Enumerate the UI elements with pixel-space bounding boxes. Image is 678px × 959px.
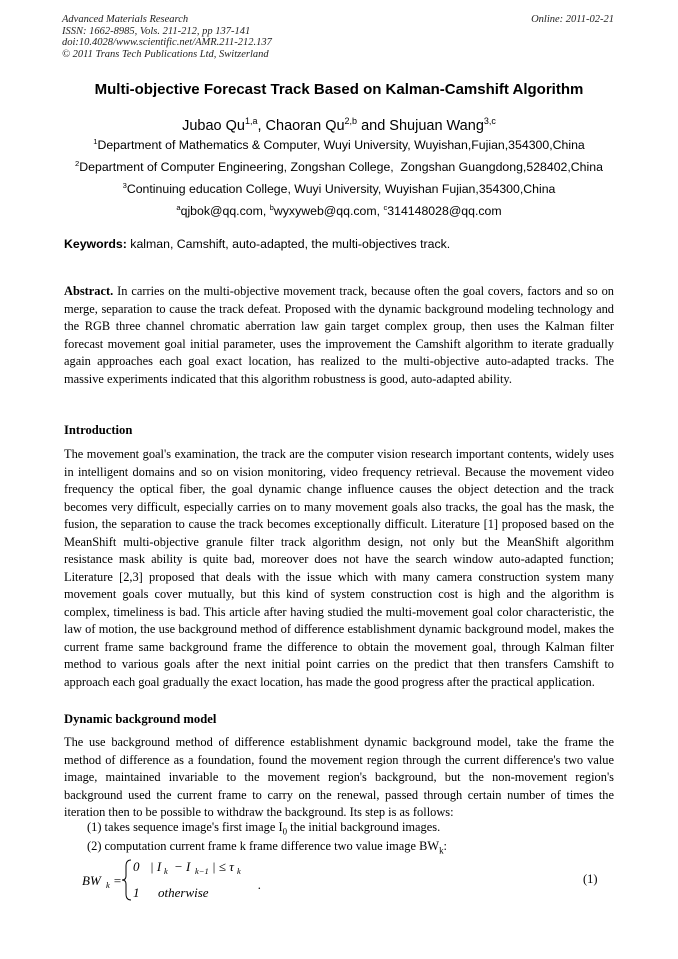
- dynamic-background-paragraph: The use background method of difference establishment dynamic background model, take the frame the method of difference as a foundation, found the movement region through the current difference's two value image, maintained invariable to the movement region's background, but the non-movement region's background used the current frame to carry on the renewal, passed through certain number of times the iteration then to be possible to withdraw the background. Its step is as follows:: [64, 735, 614, 819]
- step-1-rest: the initial background images.: [287, 820, 441, 834]
- eq-brace: [122, 860, 131, 900]
- step-1: [87, 819, 440, 836]
- doi-line: doi:10.4028/www.scientific.net/AMR.211-212.137: [62, 37, 272, 48]
- affiliation-text: Continuing education College, Wuyi University, Wuyishan Fujian,354300,China: [126, 182, 556, 196]
- author-separator: ,: [257, 118, 266, 134]
- step-2-sub: k: [439, 845, 444, 856]
- eq-case1-cond: | I: [150, 859, 162, 874]
- affiliation-sup: 2: [75, 158, 80, 168]
- eq-case1-rel: | ≤ τ: [212, 859, 234, 874]
- author-sup: 2,b: [344, 116, 358, 127]
- email-sup: b: [269, 202, 274, 212]
- online-date: Online: 2011-02-21: [531, 14, 614, 25]
- abstract-label: Abstract.: [64, 284, 114, 298]
- equation-number: (1): [583, 872, 598, 886]
- eq-equals: =: [113, 873, 122, 888]
- eq-case1-value: 0: [133, 859, 140, 874]
- eq-case1-sub2: k−1: [195, 866, 209, 876]
- eq-case2-cond: otherwise: [158, 885, 209, 900]
- eq-case1-minus: − I: [174, 859, 191, 874]
- author-list: [40, 117, 638, 135]
- affiliation-1: [20, 138, 658, 153]
- affiliation-3: [20, 182, 658, 197]
- journal-header: [62, 14, 614, 60]
- email-sup: c: [383, 202, 388, 212]
- author-sup: 1,a: [244, 116, 258, 127]
- author-separator: and: [357, 118, 390, 134]
- email-address[interactable]: qjbok@qq.com: [180, 204, 263, 218]
- dynamic-background-heading: Dynamic background model: [64, 712, 217, 726]
- step-1-text: (1) takes sequence image's first image I: [87, 820, 283, 834]
- eq-lhs: BW: [82, 873, 101, 888]
- affiliation-sup: 1: [93, 136, 98, 146]
- abstract-text: In carries on the multi-objective movement track, because often the goal covers, factors and so on merge, separation to cause the track defeat. Proposed with the dynamic background modeling technology and the RGB three channel chromatic aberration law gain target complex group, then uses the Kalman filter forecast movement goal initial parameter, uses the improvement the Camshift algorithm to iterate gradually again approaches each goal exact location, has realized to the multi-objective auto-adapted tracks. The massive experiments indicated that this algorithm robustness is good, auto-adapted ability.: [64, 284, 614, 386]
- email-separator: ,: [376, 204, 384, 218]
- issn-line: ISSN: 1662-8985, Vols. 211-212, pp 137-141: [62, 25, 251, 37]
- equation-svg: [82, 856, 302, 904]
- affiliation-sup: 3: [122, 180, 127, 190]
- introduction-heading: Introduction: [64, 423, 133, 437]
- keywords-line: [64, 237, 450, 252]
- step-2-rest: :: [443, 839, 447, 853]
- email-sup: a: [176, 202, 181, 212]
- step-2: [87, 838, 447, 855]
- eq-case1-sub1: k: [164, 866, 168, 876]
- eq-case1-tau-sub: k: [237, 866, 241, 876]
- author-name: Chaoran Qu: [265, 118, 345, 134]
- email-address[interactable]: 314148028@qq.com: [387, 204, 502, 218]
- author-name: Shujuan Wang: [389, 118, 484, 134]
- email-list: [40, 204, 638, 219]
- introduction-paragraph: The movement goal's examination, the track are the computer vision research important contents, widely uses in intelligent domains and so on vision monitoring, video frequency retrieval. Because the movement video frequency the optical fiber, the goal dynamic change influence causes the object detection and the track becomes very difficult, especially carries on to many movement goals also tracks, the goal has the mask, the fusion, the separation to cause the track becomes exceptionally difficult. Literature [1] proposed based on the MeanShift multi-objective granule filter track algorithm design, not only but the MeanShift algorithm resistance mask ability is quite bad, moreover does not have the search window auto-adapted function; Literature [2,3] proposed that deals with the issue which with many camera construction system many movement goals cover mutually, but this kind of system construction cost is high and the algorithm is complex, timeliness is bad. This article after having studied the multi-movement goal color characteristic, the law of motion, the use background method of difference establishment dynamic background model, makes the current frame same background frame the difference to obtain the movement goal, through Kalman filter method to various goals after the next initial point carries on the predict that then transfers Camshift to approach each goal gradually the exact location, has made the good progress after the practical application.: [64, 447, 614, 689]
- keywords-text: kalman, Camshift, auto-adapted, the multi-objectives track.: [130, 237, 451, 251]
- email-address[interactable]: wyxyweb@qq.com: [273, 204, 377, 218]
- affiliation-2: [20, 160, 658, 175]
- eq-trailing-period: .: [258, 877, 262, 892]
- step-1-sub: 0: [282, 826, 288, 837]
- abstract-paragraph: [64, 283, 614, 388]
- equation-1: [82, 856, 302, 904]
- paper-title: Multi-objective Forecast Track Based on Kalman-Camshift Algorithm: [94, 81, 584, 98]
- eq-lhs-sub: k: [106, 880, 110, 890]
- keywords-label: Keywords:: [64, 237, 127, 251]
- step-2-text: (2) computation current frame k frame difference two value image BW: [87, 839, 440, 853]
- copyright-line: © 2011 Trans Tech Publications Ltd, Switzerland: [62, 48, 269, 60]
- email-separator: ,: [262, 204, 270, 218]
- affiliation-text: Department of Computer Engineering, Zongshan College, Zongshan Guangdong,528402,China: [79, 160, 603, 174]
- author-name: Jubao Qu: [182, 118, 245, 134]
- eq-case2-value: 1: [133, 885, 140, 900]
- author-sup: 3,c: [483, 116, 496, 127]
- affiliation-text: Department of Mathematics & Computer, Wuyi University, Wuyishan,Fujian,354300,China: [97, 138, 585, 152]
- journal-name: Advanced Materials Research: [62, 14, 189, 25]
